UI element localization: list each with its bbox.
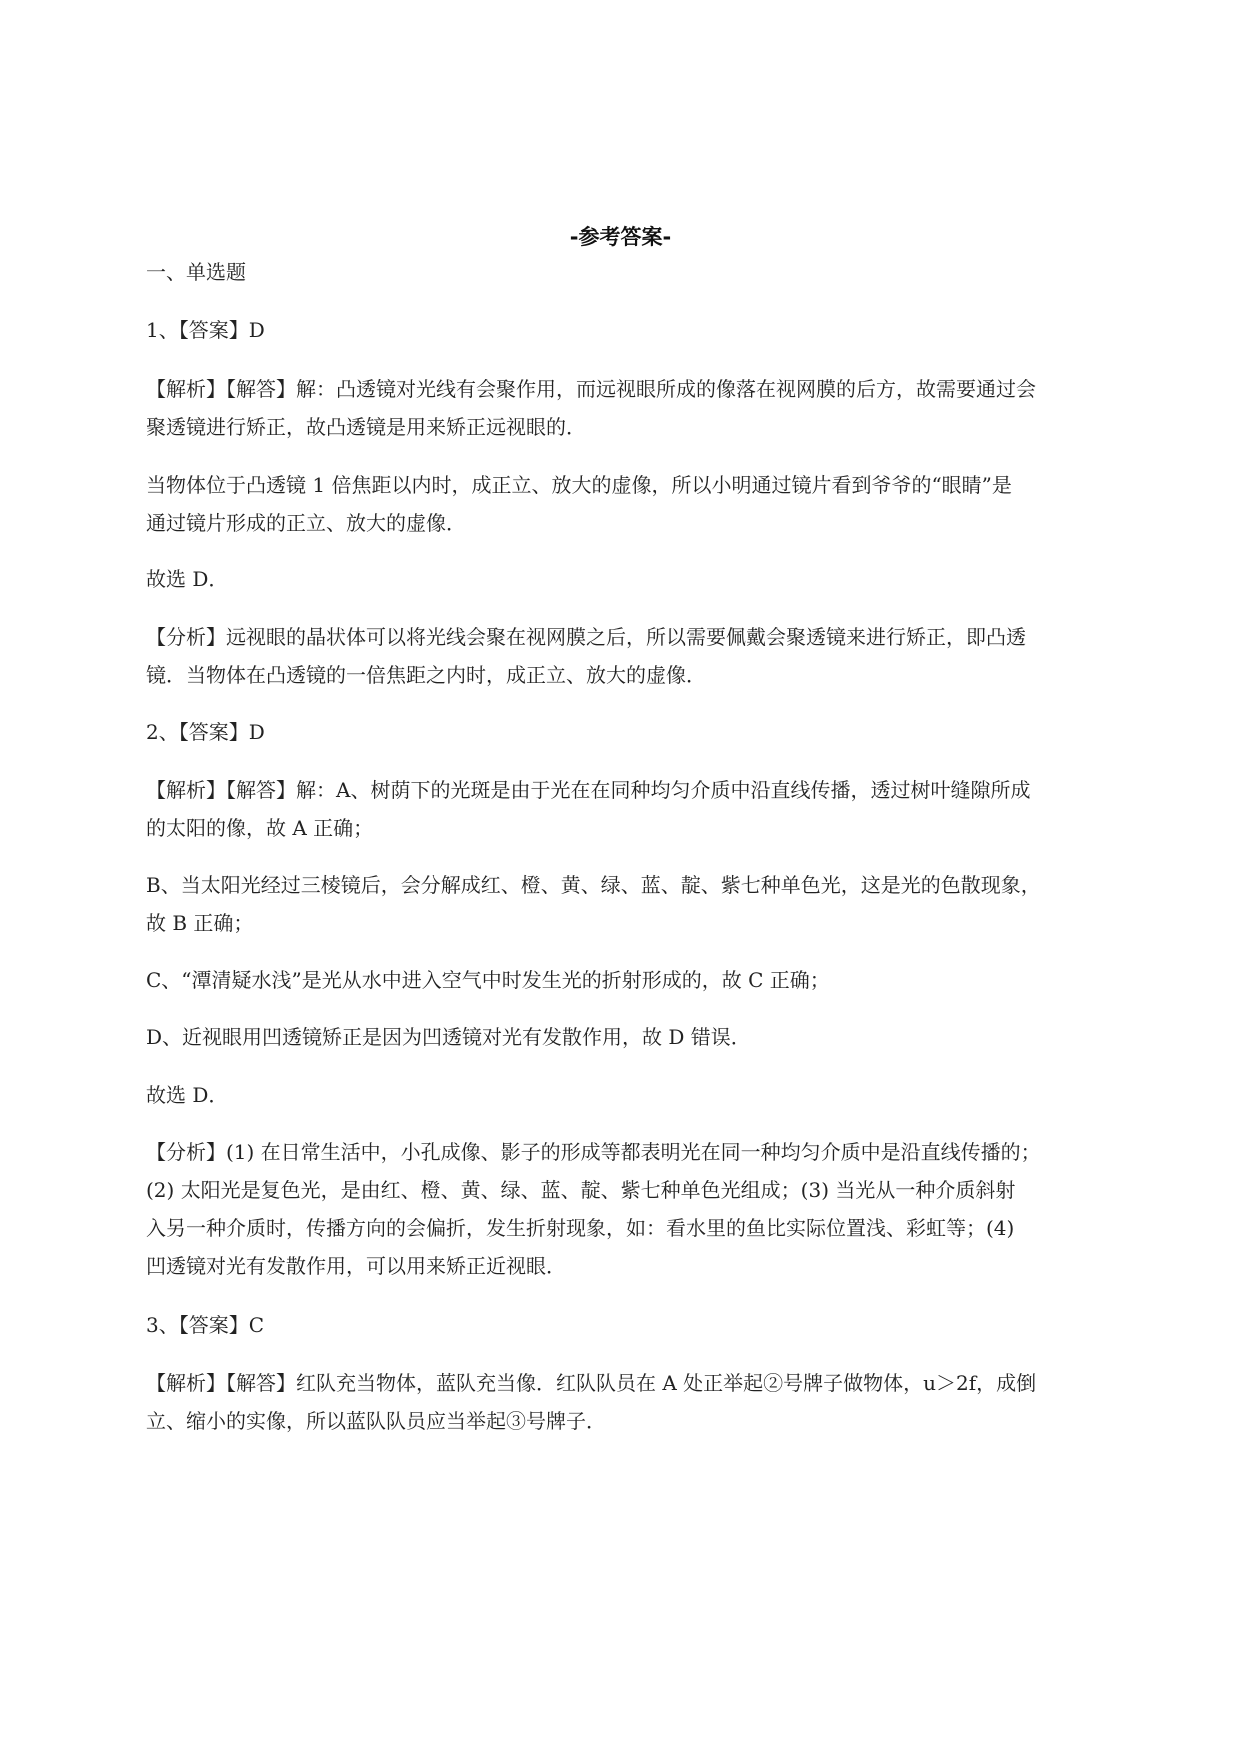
q2-option-c: C、“潭清疑水浅”是光从水中进入空气中时发生光的折射形成的，故 C 正确； bbox=[146, 968, 830, 992]
q1-explanation-line: 通过镜片形成的正立、放大的虚像． bbox=[146, 511, 466, 535]
section-heading: 一、单选题 bbox=[146, 260, 246, 284]
q2-answer: 2、【答案】D bbox=[146, 720, 265, 744]
q2-choice: 故选 D． bbox=[146, 1083, 229, 1107]
q2-option-d: D、近视眼用凹透镜矫正是因为凹透镜对光有发散作用，故 D 错误． bbox=[146, 1025, 751, 1049]
q1-fenxi bbox=[146, 618, 1166, 694]
q3-analysis-line: 立、缩小的实像，所以蓝队队员应当举起③号牌子． bbox=[146, 1409, 606, 1433]
q1-analysis-line: 【解析】【解答】解：凸透镜对光线有会聚作用，而远视眼所成的像落在视网膜的后方，故需要通过会 bbox=[146, 377, 1036, 401]
q2-fenxi-line: 入另一种介质时，传播方向的会偏折，发生折射现象，如：看水里的鱼比实际位置浅、彩虹等；(4) bbox=[146, 1216, 1015, 1240]
q2-analysis-line: 的太阳的像，故 A 正确； bbox=[146, 816, 374, 840]
q3-answer: 3、【答案】C bbox=[146, 1313, 265, 1337]
q2-analysis-line: 【解析】【解答】解：A、树荫下的光斑是由于光在在同种均匀介质中沿直线传播，透过树叶缝隙所成 bbox=[146, 778, 1031, 802]
q1-analysis-line: 聚透镜进行矫正，故凸透镜是用来矫正远视眼的． bbox=[146, 415, 586, 439]
q2-fenxi-line: 【分析】(1) 在日常生活中，小孔成像、影子的形成等都表明光在同一种均匀介质中是沿直线传播的； bbox=[146, 1140, 1041, 1164]
q1-explanation bbox=[146, 466, 1166, 542]
q3-analysis-line: 【解析】【解答】红队充当物体，蓝队充当像．红队队员在 A 处正举起②号牌子做物体，u＞2f，成倒 bbox=[146, 1371, 1037, 1395]
q1-choice: 故选 D． bbox=[146, 567, 229, 591]
q3-analysis bbox=[146, 1364, 1166, 1440]
q2-option-b bbox=[146, 866, 1166, 942]
q1-fenxi-line: 镜．当物体在凸透镜的一倍焦距之内时，成正立、放大的虚像． bbox=[146, 663, 706, 687]
q1-explanation-line: 当物体位于凸透镜 1 倍焦距以内时，成正立、放大的虚像，所以小明通过镜片看到爷爷的“眼睛”是 bbox=[146, 473, 1012, 497]
q2-fenxi bbox=[146, 1133, 1166, 1285]
q2-fenxi-line: (2) 太阳光是复色光，是由红、橙、黄、绿、蓝、靛、紫七种单色光组成；(3) 当光从一种介质斜射 bbox=[146, 1178, 1016, 1202]
q2-option-b-line: 故 B 正确； bbox=[146, 911, 254, 935]
q2-fenxi-line: 凹透镜对光有发散作用，可以用来矫正近视眼． bbox=[146, 1254, 566, 1278]
page-title: -参考答案- bbox=[569, 225, 672, 249]
q2-option-b-line: B、当太阳光经过三棱镜后，会分解成红、橙、黄、绿、蓝、靛、紫七种单色光，这是光的色散现象， bbox=[146, 873, 1041, 897]
q1-fenxi-line: 【分析】远视眼的晶状体可以将光线会聚在视网膜之后，所以需要佩戴会聚透镜来进行矫正，即凸透 bbox=[146, 625, 1026, 649]
q1-analysis bbox=[146, 370, 1166, 446]
q2-analysis bbox=[146, 771, 1166, 847]
q1-answer: 1、【答案】D bbox=[146, 318, 265, 342]
